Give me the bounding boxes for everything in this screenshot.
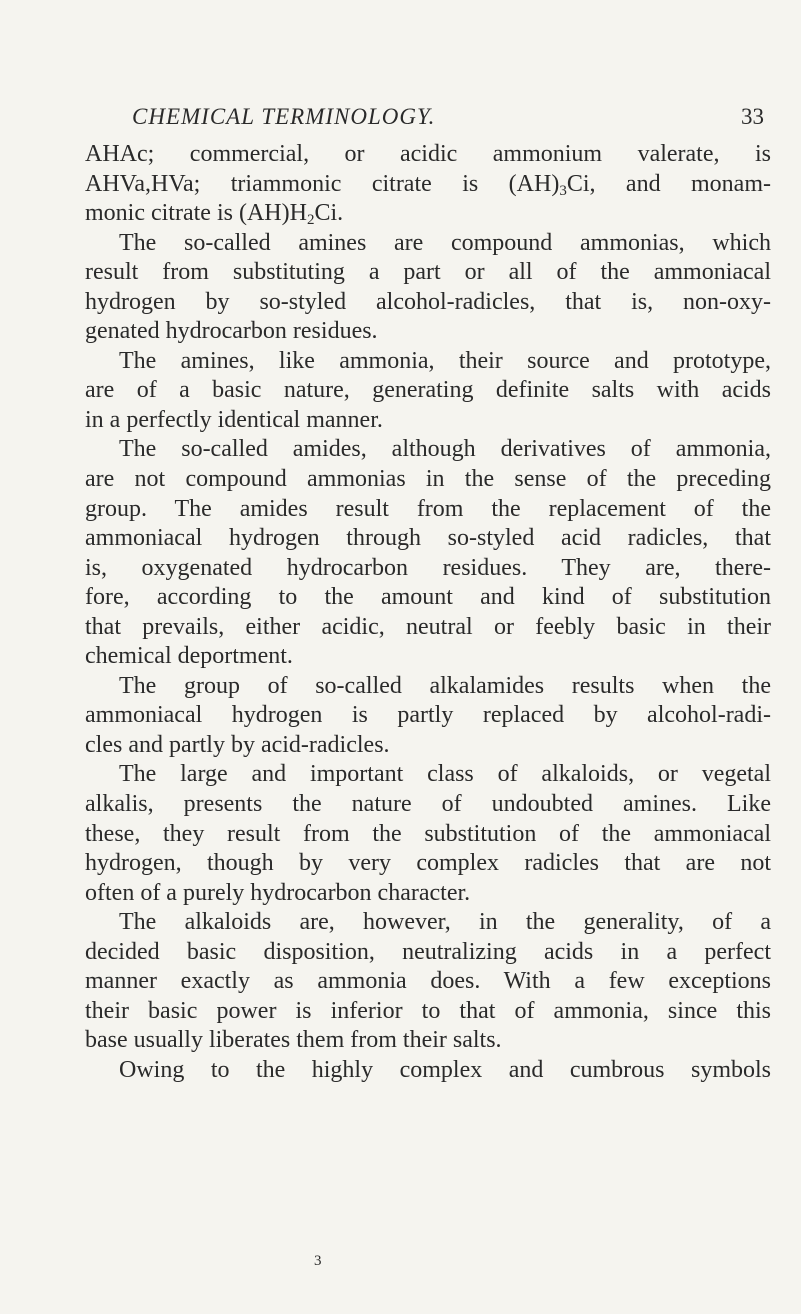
paragraph-start-line: The group of so-called alkalamides results when the	[119, 672, 771, 699]
text-line: AHVa,HVa; triammonic citrate is $(AH)_3Ci$, and monam-	[85, 170, 771, 199]
text-line: hydrogen, though by very complex radicles that are not	[85, 850, 771, 877]
text-line: that prevails, either acidic, neutral or feebly basic in their	[85, 613, 771, 640]
paragraph-start-line: The alkaloids are, however, in the generality, of a	[119, 909, 771, 936]
text-line: chemical deportment.	[85, 643, 293, 670]
text-line: alkalis, presents the nature of undoubted amines. Like	[85, 791, 771, 818]
text-line: often of a purely hydrocarbon character.	[85, 879, 471, 906]
paragraph-start-line: The amines, like ammonia, their source and prototype,	[119, 347, 771, 374]
text-line: cles and partly by acid-radicles.	[85, 731, 390, 758]
text-line: fore, according to the amount and kind of substitution	[85, 584, 771, 611]
running-head: CHEMICAL TERMINOLOGY.	[132, 104, 436, 129]
signature-mark: 3	[314, 1253, 322, 1269]
text-line: hydrogen by so-styled alcohol-radicles, that is, non-oxy-	[85, 288, 771, 315]
text-line: decided basic disposition, neutralizing acids in a perfect	[85, 938, 771, 965]
text-line: group. The amides result from the replacement of the	[85, 495, 771, 522]
page-header	[132, 104, 764, 134]
text-line: their basic power is inferior to that of ammonia, since this	[85, 997, 771, 1024]
text-line: ammoniacal hydrogen through so-styled acid radicles, that	[85, 525, 771, 552]
text-line: is, oxygenated hydrocarbon residues. They are, there-	[85, 554, 771, 581]
text-line: manner exactly as ammonia does. With a few exceptions	[85, 968, 771, 995]
paragraph-start-line: The large and important class of alkaloids, or vegetal	[119, 761, 771, 788]
text-line: genated hydrocarbon residues.	[85, 318, 378, 345]
text-line: result from substituting a part or all of the ammoniacal	[85, 259, 771, 286]
text-line: in a perfectly identical manner.	[85, 406, 383, 433]
page-number: 33	[741, 104, 764, 129]
paragraph-start-line: The so-called amines are compound ammonias, which	[119, 229, 771, 256]
text-line: AHAc; commercial, or acidic ammonium valerate, is	[85, 141, 771, 167]
text-line: are not compound ammonias in the sense of the preceding	[85, 466, 771, 493]
text-line: base usually liberates them from their salts.	[85, 1027, 502, 1054]
paragraph-start-line: The so-called amides, although derivatives of ammonia,	[119, 436, 771, 463]
text-line: ammoniacal hydrogen is partly replaced by alcohol-radi-	[85, 702, 771, 729]
text-line: monic citrate is $(AH)H_2Ci$.	[85, 200, 344, 229]
paragraph-start-line: Owing to the highly complex and cumbrous symbols	[119, 1056, 771, 1083]
body-text	[85, 140, 771, 1086]
text-line: are of a basic nature, generating definite salts with acids	[85, 377, 771, 404]
text-line: these, they result from the substitution of the ammoniacal	[85, 820, 771, 847]
